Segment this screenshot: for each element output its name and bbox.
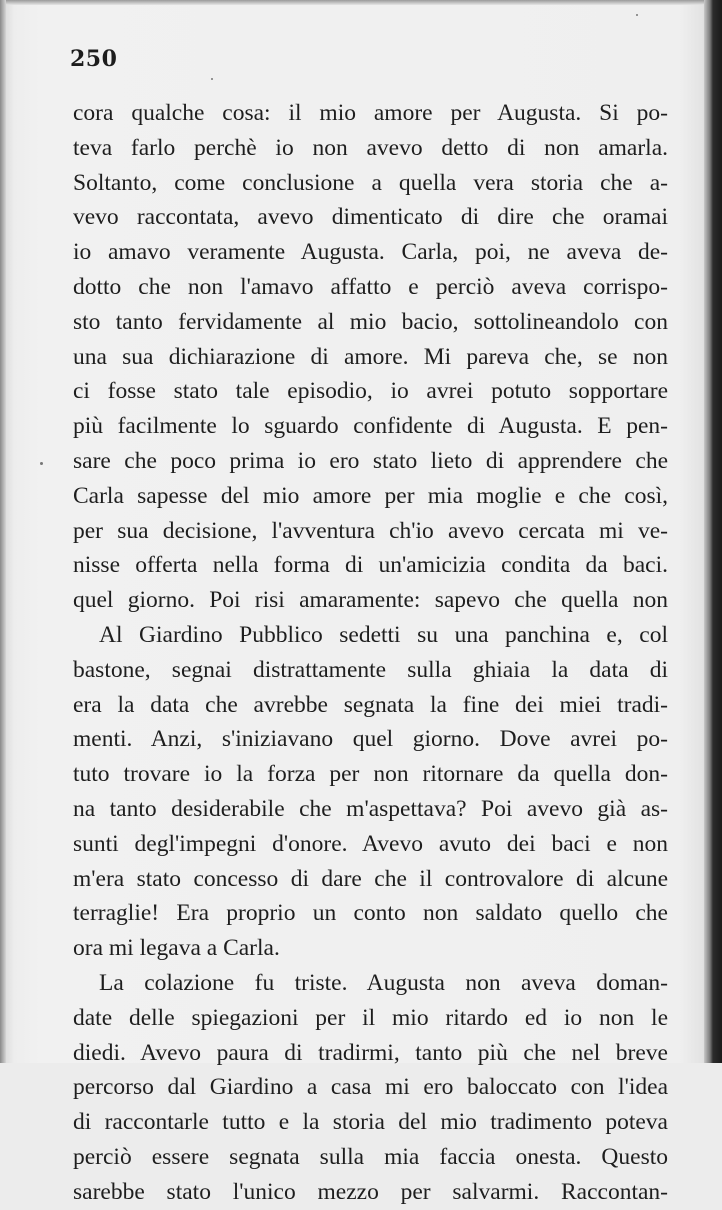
- text-line: Carla sapesse del mio amore per mia moglie e che così,: [73, 482, 668, 509]
- text-line: date delle spiegazioni per il mio ritardo ed io non le: [73, 1004, 668, 1031]
- text-line: cora qualche cosa: il mio amore per Augusta. Si po-: [73, 100, 668, 126]
- text-line: percorso dal Giardino a casa mi ero baloccato con l'idea: [73, 1074, 668, 1101]
- text-line: perciò essere segnata sulla mia faccia onesta. Questo: [73, 1143, 668, 1170]
- paragraph-first-line: La colazione fu triste. Augusta non aveva doman-: [99, 969, 668, 996]
- text-line: bastone, segnai distrattamente sulla ghiaia la data di: [73, 656, 668, 683]
- text-line: per sua decisione, l'avventura ch'io avevo cercata mi ve-: [73, 517, 668, 544]
- text-line: na tanto desiderabile che m'aspettava? Poi avevo già as-: [73, 795, 668, 822]
- text-line: Soltanto, come conclusione a quella vera storia che a-: [73, 169, 668, 196]
- page-top-edge: [0, 0, 722, 5]
- text-line: vevo raccontata, avevo dimenticato di dire che oramai: [73, 204, 668, 231]
- text-line: diedi. Avevo paura di tradirmi, tanto più che nel breve: [73, 1039, 668, 1066]
- paragraph-first-line: Al Giardino Pubblico sedetti su una panchina e, col: [99, 621, 668, 648]
- text-line: tuto trovare io la forza per non ritornare da quella don-: [73, 761, 668, 788]
- text-line: dotto che non l'amavo affatto e perciò aveva corrispo-: [73, 273, 668, 300]
- paper-speck: [40, 462, 43, 465]
- paper-speck: [636, 14, 638, 16]
- text-line: nisse offerta nella forma di un'amicizia condita da baci.: [73, 552, 668, 579]
- text-line: ci fosse stato tale episodio, io avrei potuto sopportare: [73, 378, 668, 405]
- body-text: [73, 96, 668, 1210]
- text-line: sto tanto fervidamente al mio bacio, sottolineandolo con: [73, 308, 668, 335]
- paper-speck: [211, 78, 213, 80]
- text-line: menti. Anzi, s'iniziavano quel giorno. Dove avrei po-: [73, 726, 668, 753]
- text-line: sare che poco prima io ero stato lieto di apprendere che: [73, 447, 668, 474]
- book-spine-shadow: [704, 0, 722, 1063]
- text-line: era la data che avrebbe segnata la fine dei miei tradi-: [73, 691, 668, 718]
- page-number: 250: [70, 46, 118, 72]
- page-left-edge: [0, 0, 6, 1063]
- text-line: sarebbe stato l'unico mezzo per salvarmi. Raccontan-: [73, 1178, 668, 1205]
- text-line: teva farlo perchè io non avevo detto di non amarla.: [73, 134, 668, 161]
- text-line: una sua dichiarazione di amore. Mi pareva che, se non: [73, 343, 668, 370]
- text-line: m'era stato concesso di dare che il controvalore di alcune: [73, 865, 668, 892]
- paragraph-last-line: ora mi legava a Carla.: [73, 935, 280, 962]
- text-line: di raccontarle tutto e la storia del mio tradimento poteva: [73, 1109, 668, 1136]
- text-line: quel giorno. Poi risi amaramente: sapevo che quella non: [73, 587, 668, 614]
- text-line: io amavo veramente Augusta. Carla, poi, ne aveva de-: [73, 239, 668, 266]
- text-line: più facilmente lo sguardo confidente di Augusta. E pen-: [73, 413, 668, 440]
- text-line: sunti degl'impegni d'onore. Avevo avuto dei baci e non: [73, 830, 668, 857]
- text-line: terraglie! Era proprio un conto non saldato quello che: [73, 900, 668, 927]
